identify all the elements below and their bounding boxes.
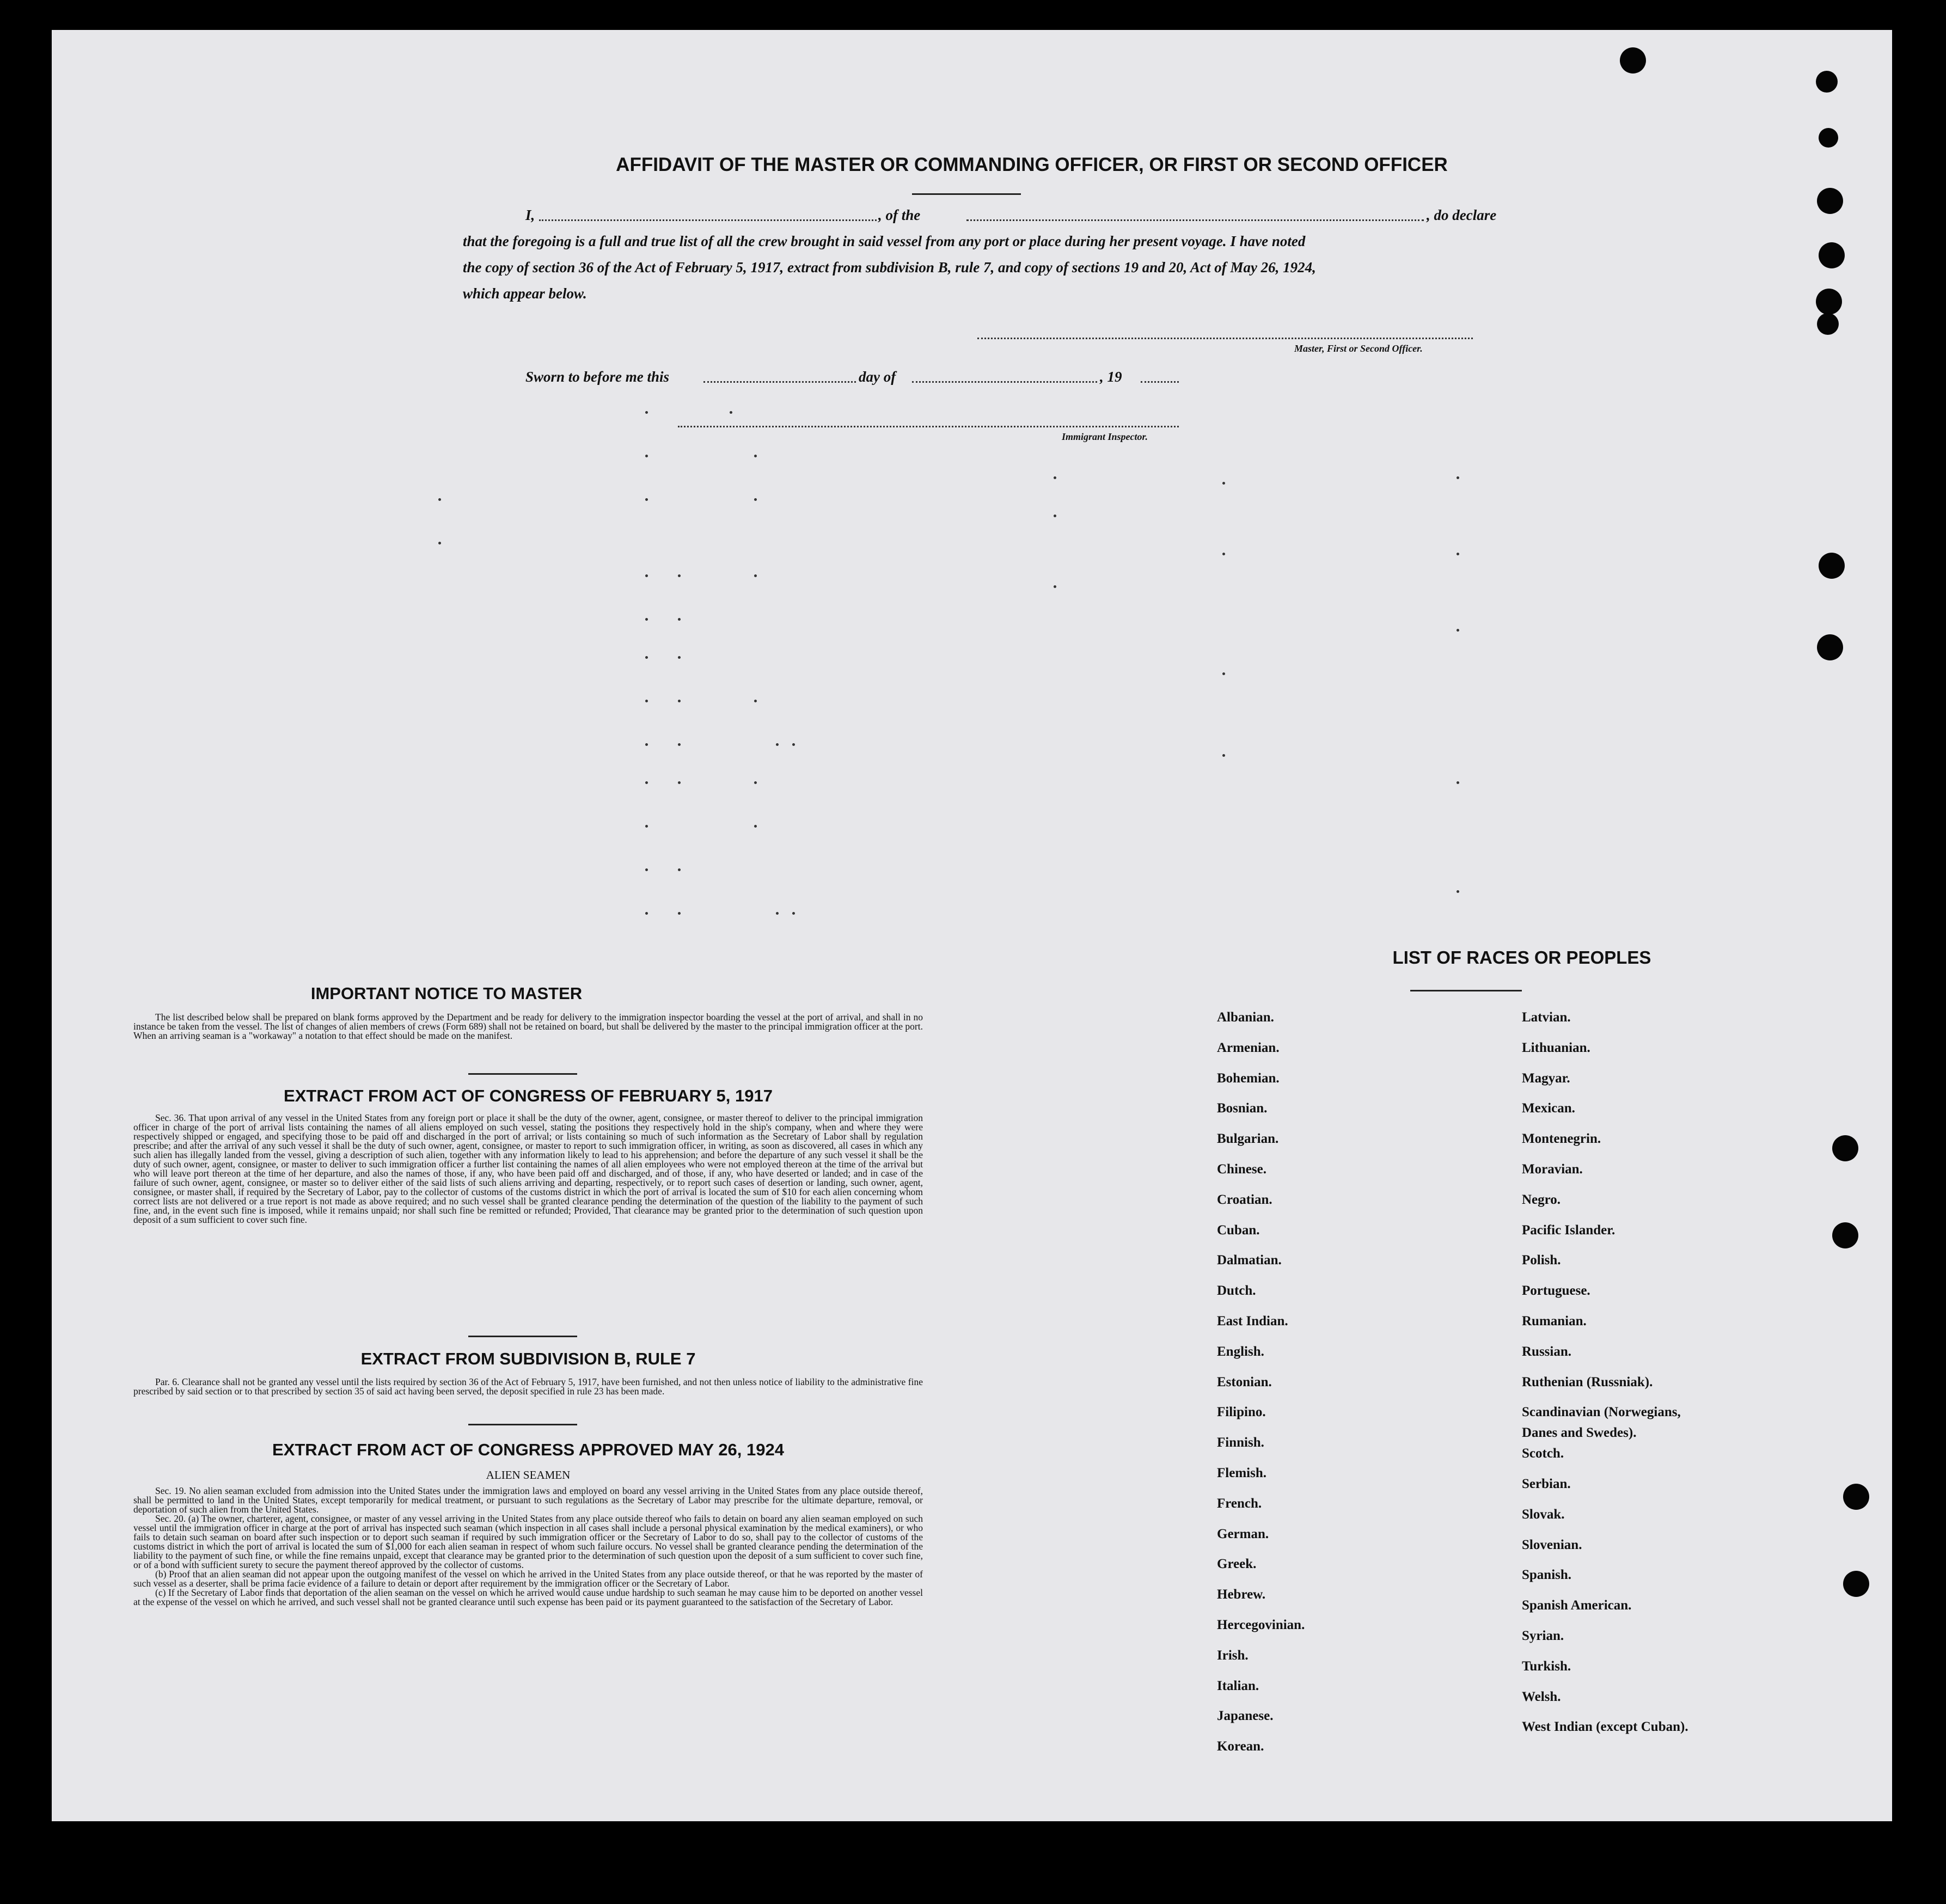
affidavit-title-rule (912, 193, 1021, 195)
race-item: Moravian. (1522, 1162, 1583, 1177)
race-item: Mexican. (1522, 1101, 1575, 1116)
declaration-line-2: that the foregoing is a full and true list of all the crew brought in said vessel from any port or place during her present voyage. I have noted (463, 233, 1306, 249)
race-item: Serbian. (1522, 1477, 1571, 1491)
race-item: East Indian. (1217, 1314, 1288, 1328)
race-item: Welsh. (1522, 1689, 1561, 1704)
race-item: Hercegovinian. (1217, 1618, 1305, 1632)
declaration-line-3: the copy of section 36 of the Act of February 5, 1917, extract from subdivision B, rule 7, and copy of sections 19 and 20, Act of May 26, 1924, (463, 259, 1316, 276)
race-item: Russian. (1522, 1344, 1572, 1359)
punch-hole (1817, 188, 1843, 214)
master-signature-field[interactable] (977, 338, 1473, 339)
punch-hole (1620, 47, 1646, 74)
sworn-day-label: day of (859, 369, 896, 385)
rule7-title: EXTRACT FROM SUBDIVISION B, RULE 7 (360, 1349, 696, 1368)
vessel-name-field[interactable] (966, 219, 1424, 221)
declaration-mid: , of the (878, 207, 921, 223)
sworn-year-field[interactable] (1141, 381, 1179, 383)
race-item: Estonian. (1217, 1374, 1272, 1389)
master-name-field[interactable] (539, 219, 877, 221)
punch-hole (1843, 1571, 1869, 1597)
race-item: English. (1217, 1344, 1264, 1359)
sworn-prefix: Sworn to before me this (525, 369, 670, 385)
race-item: Slovenian. (1522, 1537, 1582, 1552)
extract-1924-sec19: Sec. 19. No alien seaman excluded from admission into the United States under the immigration laws and employed on board any vessel arriving in the United States from any place outside thereof, shall be permitted to land in the United States, except temporarily for medical treatment, or pursuant to such regulations as the Secretary of Labor may prescribe for the ultimate departure, removal, or deportation of such alien from the United States. (133, 1485, 923, 1515)
race-item: Ruthenian (Russniak). (1522, 1374, 1653, 1389)
declaration-start: I, (525, 207, 535, 223)
rule7-rule (468, 1424, 577, 1425)
race-item: Negro. (1522, 1192, 1561, 1207)
extract-1924-sec20c: (c) If the Secretary of Labor finds that deportation of the alien seaman on the vessel on which he arrived would cause undue hardship to such seaman he may cause him to be deported on another vessel at the expense of the vessel on which he arrived, and such vessel shall not be granted clearance until such expense has been paid or its payment guaranteed to the satisfaction of the Secretary of Labor. (133, 1587, 923, 1607)
extract-1924-sec20a: Sec. 20. (a) The owner, charterer, agent, consignee, or master of any vessel arriving in the United States from any place outside thereof who fails to detain on board any alien seaman employed on such vessel until the immigration officer in charge at the port of arrival has inspected such seaman (which inspection in all cases shall include a personal physical examination by the medical examiners), or who fails to detain such seaman on board after such inspection or to deport such seaman if required by such immigration officer or the Secretary of Labor to do so, shall pay to the collector of customs of the customs district in which the port of arrival is located the sum of $1,000 for each alien seaman in respect of whom such failure occurs. No vessel shall be granted clearance pending the determination of the liability to the payment of such fine, or while the fine remains unpaid, except that clearance may be granted prior to the determination of such question upon the deposit of a sum sufficient to cover such fine, or of a bond with sufficient surety to secure the payment thereof approved by the collector of customs. (133, 1513, 923, 1570)
race-item: Slovak. (1522, 1507, 1565, 1522)
notice-text: The list described below shall be prepared on blank forms approved by the Department and be ready for delivery to the immigration inspector boarding the vessel at the port of arrival, and shall in no instance be taken from the vessel. The list of changes of alien members of crews (Form 689) shall not be retained on board, but shall be delivered by the master to the principal immigration officer at the port. When an arriving seaman is a "workaway" a notation to that effect should be made on the manifest. (133, 1012, 923, 1041)
race-item: German. (1217, 1526, 1269, 1541)
race-item: Spanish. (1522, 1568, 1572, 1583)
race-item: Albanian. (1217, 1010, 1274, 1025)
race-item: Korean. (1217, 1739, 1264, 1754)
document-page (52, 30, 1892, 1821)
race-item: Syrian. (1522, 1628, 1564, 1643)
punch-hole (1819, 242, 1845, 268)
race-item: Dalmatian. (1217, 1253, 1282, 1268)
notice-rule (468, 1073, 577, 1075)
extract-1917-title: EXTRACT FROM ACT OF CONGRESS OF FEBRUARY 5, 1917 (284, 1086, 773, 1105)
declaration-line-4: which appear below. (463, 285, 587, 302)
declaration-end: , do declare (1427, 207, 1497, 223)
notice-title: IMPORTANT NOTICE TO MASTER (310, 984, 583, 1003)
race-item: Latvian. (1522, 1010, 1571, 1025)
sworn-year-label: , 19 (1100, 369, 1122, 385)
races-title: LIST OF RACES OR PEOPLES (1392, 947, 1651, 968)
race-item: Scotch. (1522, 1446, 1564, 1461)
race-item: Cuban. (1217, 1222, 1260, 1238)
race-item: Italian. (1217, 1678, 1259, 1693)
punch-hole (1817, 313, 1839, 335)
race-item: Irish. (1217, 1648, 1249, 1663)
race-item: Montenegrin. (1522, 1131, 1601, 1147)
race-item: Spanish American. (1522, 1598, 1632, 1613)
punch-hole (1843, 1484, 1869, 1510)
inspector-signature-field[interactable] (678, 426, 1179, 427)
punch-hole (1816, 289, 1842, 315)
affidavit-title: AFFIDAVIT OF THE MASTER OR COMMANDING OFFICER, OR FIRST OR SECOND OFFICER (616, 154, 1448, 175)
extract-1924-sec20b: (b) Proof that an alien seaman did not appear upon the outgoing manifest of the vessel on which he arrived in the United States from any place outside thereof, or that he was reported by the master of such vessel as a deserter, shall be prima facie evidence of a failure to detain or deport after requirement by the immigration officer or the Secretary of Labor. (133, 1569, 923, 1589)
race-item: Scandinavian (Norwegians, (1522, 1405, 1681, 1420)
race-item: Dutch. (1217, 1283, 1256, 1299)
inspector-label: Immigrant Inspector. (1062, 431, 1148, 442)
extract-1917-text: Sec. 36. That upon arrival of any vessel in the United States from any foreign port or place it shall be the duty of the owner, agent, consignee, or master thereof to deliver to the principal immigration officer in charge of the port of arrival lists containing the names of all aliens employed on such vessel, stating the positions they respectively hold in the ship's company, when and where they were respectively shipped or engaged, and specifying those to be paid off and discharged in the port of arrival; or lists containing so much of such information as the Secretary of Labor shall by regulation prescribe; and after the arrival of any such vessel it shall be the duty of such owner, agent, consignee, or master to report to such immigration officer, in writing, as soon as discovered, all cases in which any such alien has illegally landed from the vessel, giving a description of such alien, together with any information likely to lead to his apprehension; and before the departure of any such vessel it shall be the duty of such owner, agent, consignee, or master to deliver to such immigration officer a further list containing the names of all alien employees who were not employed thereon at the time of the arrival but who will leave port thereon at the time of her departure, and also the names of those, if any, who have been paid off and discharged, and of those, if any, who have deserted or landed; and in case of the failure of such owner, agent, consignee, or master so to deliver either of the said lists of such aliens arriving and departing, respectively, or to report such cases of desertion or landing, such owner, agent, consignee, or master shall, if required by the Secretary of Labor, pay to the collector of customs of the customs district in which the port of arrival is located the sum of $10 for each alien concerning whom correct lists are not delivered or a true report is not made as above required; and no such vessel shall be granted clearance pending the determination of the question of the liability to the payment of such fine, and, in the event such fine is imposed, while it remains unpaid; nor shall such fine be remitted or refunded; Provided, That clearance may be granted prior to the determination of such question upon deposit of a sum sufficient to cover such fine. (133, 1112, 923, 1225)
race-item: Danes and Swedes). (1522, 1425, 1637, 1441)
punch-hole (1816, 71, 1838, 93)
extract-1917-rule (468, 1336, 577, 1337)
extract-1924-text (133, 1486, 923, 1607)
race-item: Magyar. (1522, 1070, 1570, 1086)
race-item: French. (1217, 1496, 1262, 1511)
race-item: Filipino. (1217, 1405, 1266, 1420)
sworn-day-field[interactable] (703, 381, 856, 383)
race-item: Lithuanian. (1522, 1040, 1590, 1055)
race-item: Turkish. (1522, 1658, 1571, 1674)
race-item: Croatian. (1217, 1192, 1272, 1207)
punch-hole (1817, 634, 1843, 660)
race-item: Portuguese. (1522, 1283, 1590, 1299)
race-item: Bulgarian. (1217, 1131, 1279, 1147)
rule7-text: Par. 6. Clearance shall not be granted any vessel until the lists required by section 36 of the Act of February 5, 1917, have been furnished, and not then unless notice of liability to the administrative fine prescribed by said section or to that prescribed by section 35 of said act having been served, the deposit specified in rule 23 has been made. (133, 1376, 923, 1397)
extract-1924-title: EXTRACT FROM ACT OF CONGRESS APPROVED MAY 26, 1924 (272, 1440, 784, 1459)
race-item: Polish. (1522, 1253, 1561, 1268)
sworn-month-field[interactable] (912, 381, 1097, 383)
signature-label: Master, First or Second Officer. (1294, 343, 1423, 354)
race-item: Bosnian. (1217, 1101, 1268, 1116)
race-item: West Indian (except Cuban). (1522, 1719, 1688, 1735)
punch-hole (1832, 1135, 1858, 1161)
race-item: Pacific Islander. (1522, 1222, 1615, 1238)
race-item: Hebrew. (1217, 1587, 1266, 1602)
extract-1924-subtitle: ALIEN SEAMEN (486, 1468, 571, 1481)
race-item: Rumanian. (1522, 1314, 1587, 1328)
races-title-rule (1410, 990, 1522, 991)
race-item: Armenian. (1217, 1040, 1280, 1055)
race-item: Flemish. (1217, 1466, 1266, 1480)
race-item: Greek. (1217, 1557, 1257, 1572)
race-item: Chinese. (1217, 1162, 1266, 1177)
punch-hole (1819, 128, 1838, 148)
race-item: Bohemian. (1217, 1070, 1280, 1086)
punch-hole (1819, 553, 1845, 579)
race-item: Japanese. (1217, 1709, 1274, 1724)
punch-hole (1832, 1222, 1858, 1248)
race-item: Finnish. (1217, 1435, 1264, 1450)
